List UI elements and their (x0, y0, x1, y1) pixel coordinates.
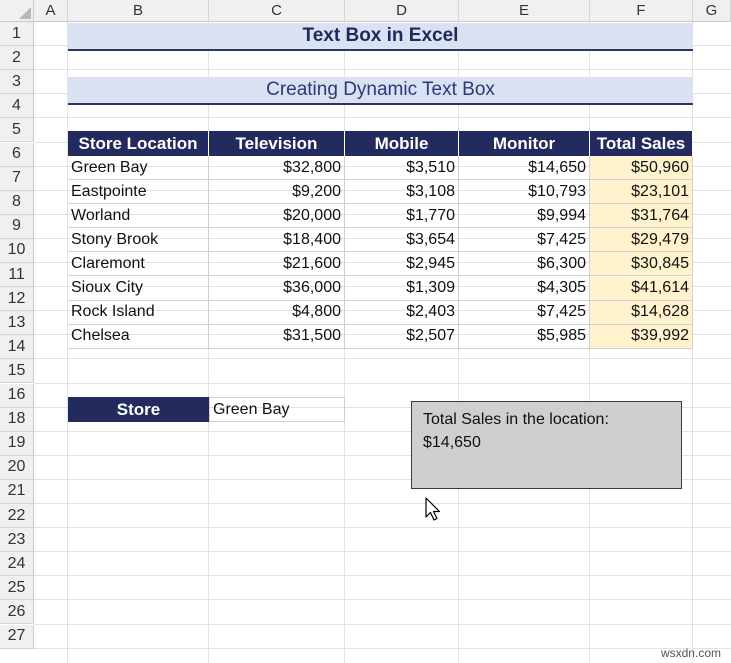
table-cell[interactable]: $32,800 (209, 156, 345, 180)
table-header-mobile[interactable]: Mobile (345, 131, 459, 156)
column-header-f[interactable]: F (590, 0, 693, 22)
table-cell[interactable]: Eastpointe (68, 180, 209, 204)
row-header-21[interactable]: 21 (0, 480, 34, 504)
gridline (34, 69, 731, 70)
table-cell[interactable]: $31,500 (209, 325, 345, 349)
row-header-10[interactable]: 10 (0, 239, 34, 263)
row-header-25[interactable]: 25 (0, 576, 34, 600)
watermark: wsxdn.com (660, 646, 721, 660)
column-header-b[interactable]: B (68, 0, 209, 22)
row-header-6[interactable]: 6 (0, 143, 34, 167)
gridline (34, 383, 731, 384)
store-label[interactable]: Store (68, 397, 209, 422)
row-header-4[interactable]: 4 (0, 94, 34, 118)
table-cell[interactable]: Sioux City (68, 277, 209, 301)
column-header-a[interactable]: A (34, 0, 68, 22)
table-cell[interactable]: $10,793 (459, 180, 590, 204)
gridline (34, 358, 731, 359)
row-header-23[interactable]: 23 (0, 528, 34, 552)
table-header-store-location[interactable]: Store Location (68, 131, 209, 156)
gridline (34, 624, 731, 625)
table-cell[interactable]: Green Bay (68, 156, 209, 180)
table-cell[interactable]: $6,300 (459, 252, 590, 276)
row-header-24[interactable]: 24 (0, 552, 34, 576)
row-header-7[interactable]: 7 (0, 167, 34, 191)
table-cell[interactable]: $20,000 (209, 204, 345, 228)
row-header-11[interactable]: 11 (0, 263, 34, 287)
table-cell[interactable]: $29,479 (590, 228, 693, 252)
row-header-12[interactable]: 12 (0, 287, 34, 311)
table-cell[interactable]: $31,764 (590, 204, 693, 228)
text-box-line-2: $14,650 (423, 434, 481, 451)
select-all-corner[interactable] (0, 0, 34, 22)
gridline (34, 551, 731, 552)
dynamic-text-box[interactable] (411, 401, 682, 489)
table-cell[interactable]: $41,614 (590, 277, 693, 301)
main-title[interactable]: Text Box in Excel (68, 23, 693, 51)
mouse-pointer-icon (425, 497, 443, 523)
row-header-16[interactable]: 16 (0, 384, 34, 408)
table-header-monitor[interactable]: Monitor (459, 131, 590, 156)
gridline (34, 527, 731, 528)
table-cell[interactable]: $23,101 (590, 180, 693, 204)
row-header-14[interactable]: 14 (0, 335, 34, 359)
table-cell[interactable]: Rock Island (68, 301, 209, 325)
row-header-22[interactable]: 22 (0, 504, 34, 528)
column-header-d[interactable]: D (345, 0, 459, 22)
table-cell[interactable]: $18,400 (209, 228, 345, 252)
table-cell[interactable]: $3,654 (345, 228, 459, 252)
table-cell[interactable]: $50,960 (590, 156, 693, 180)
sub-title[interactable]: Creating Dynamic Text Box (68, 77, 693, 105)
table-cell[interactable]: Chelsea (68, 325, 209, 349)
table-cell[interactable]: $4,800 (209, 301, 345, 325)
row-header-5[interactable]: 5 (0, 118, 34, 142)
table-cell[interactable]: $4,305 (459, 277, 590, 301)
row-header-3[interactable]: 3 (0, 70, 34, 94)
table-cell[interactable]: $1,309 (345, 277, 459, 301)
table-cell[interactable]: $7,425 (459, 228, 590, 252)
row-header-9[interactable]: 9 (0, 215, 34, 239)
row-header-13[interactable]: 13 (0, 311, 34, 335)
row-header-2[interactable]: 2 (0, 46, 34, 70)
column-header-e[interactable]: E (459, 0, 590, 22)
table-cell[interactable]: $30,845 (590, 252, 693, 276)
row-header-20[interactable]: 20 (0, 456, 34, 480)
column-header-g[interactable]: G (693, 0, 731, 22)
table-cell[interactable]: $3,510 (345, 156, 459, 180)
table-cell[interactable]: $3,108 (345, 180, 459, 204)
table-cell[interactable]: $21,600 (209, 252, 345, 276)
row-header-1[interactable]: 1 (0, 22, 34, 46)
row-header-26[interactable]: 26 (0, 600, 34, 624)
table-cell[interactable]: $9,994 (459, 204, 590, 228)
text-box-line-1: Total Sales in the location: (423, 411, 609, 428)
row-header-8[interactable]: 8 (0, 191, 34, 215)
table-header-total-sales[interactable]: Total Sales (590, 131, 693, 156)
table-cell[interactable]: $39,992 (590, 325, 693, 349)
table-cell[interactable]: $14,650 (459, 156, 590, 180)
table-cell[interactable]: Stony Brook (68, 228, 209, 252)
gridline (34, 117, 731, 118)
table-cell[interactable]: $2,945 (345, 252, 459, 276)
row-header-19[interactable]: 19 (0, 432, 34, 456)
table-cell[interactable]: $2,507 (345, 325, 459, 349)
table-cell[interactable]: $2,403 (345, 301, 459, 325)
gridline (34, 648, 731, 649)
table-cell[interactable]: $14,628 (590, 301, 693, 325)
table-cell[interactable]: $9,200 (209, 180, 345, 204)
row-header-18[interactable]: 18 (0, 408, 34, 432)
gridline (34, 575, 731, 576)
row-header-15[interactable]: 15 (0, 359, 34, 383)
table-header-television[interactable]: Television (209, 131, 345, 156)
table-cell[interactable]: Worland (68, 204, 209, 228)
table-cell[interactable]: Claremont (68, 252, 209, 276)
gridline (34, 503, 731, 504)
store-value-cell[interactable]: Green Bay (209, 397, 345, 422)
table-cell[interactable]: $36,000 (209, 277, 345, 301)
column-header-c[interactable]: C (209, 0, 345, 22)
gridline (34, 599, 731, 600)
row-header-27[interactable]: 27 (0, 625, 34, 649)
table-cell[interactable]: $5,985 (459, 325, 590, 349)
table-cell[interactable]: $7,425 (459, 301, 590, 325)
table-cell[interactable]: $1,770 (345, 204, 459, 228)
